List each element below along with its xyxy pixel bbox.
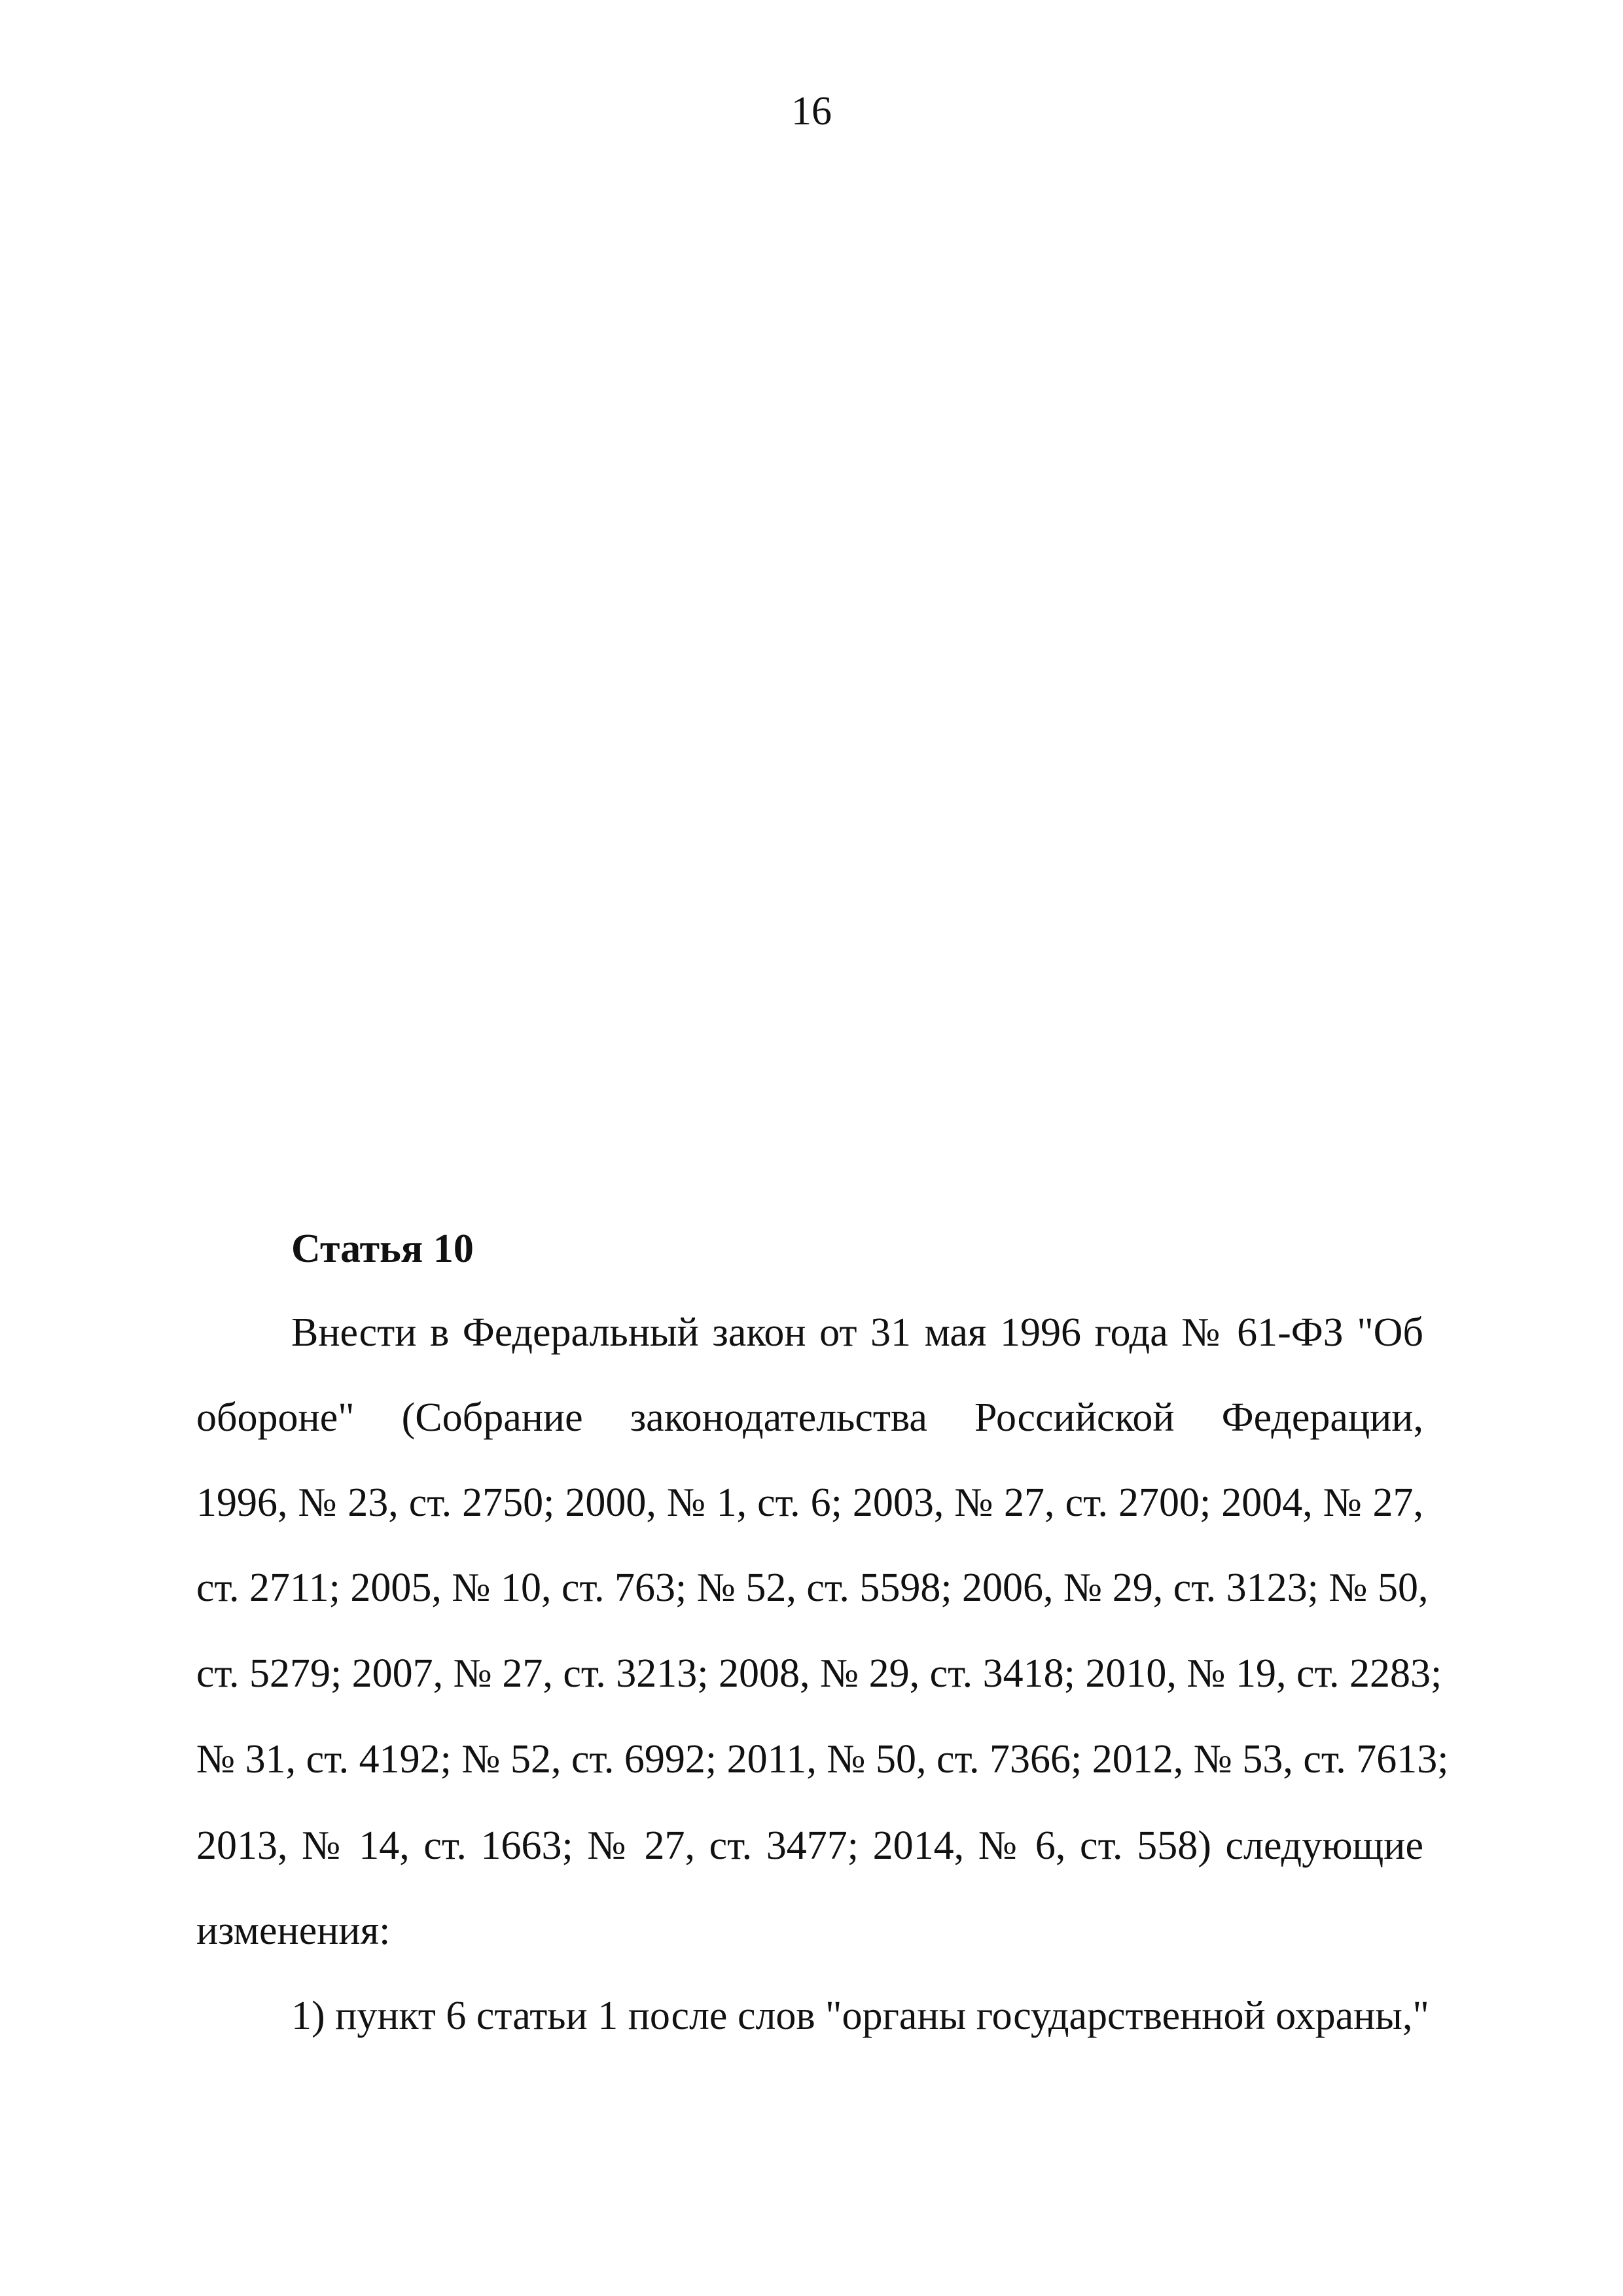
paragraph-line: 2013, № 14, ст. 1663; № 27, ст. 3477; 2014, № 6, ст. 558) следующие xyxy=(196,1823,1423,1868)
paragraph-line: изменения: xyxy=(196,1909,391,1953)
paragraph-line: 1996, № 23, ст. 2750; 2000, № 1, ст. 6; 2003, № 27, ст. 2700; 2004, № 27, xyxy=(196,1480,1423,1525)
list-item-1: 1) пункт 6 статьи 1 после слов "органы государственной охраны," xyxy=(291,1994,1429,2038)
paragraph-line: ст. 2711; 2005, № 10, ст. 763; № 52, ст. 5598; 2006, № 29, ст. 3123; № 50, xyxy=(196,1566,1429,1610)
paragraph-line: Внести в Федеральный закон от 31 мая 1996 года № 61-ФЗ "Об xyxy=(291,1310,1423,1355)
paragraph-line: обороне" (Собрание законодательства Российской Федерации, xyxy=(196,1395,1423,1440)
article-heading: Статья 10 xyxy=(291,1227,474,1271)
page-number: 16 xyxy=(791,89,832,134)
paragraph-line: ст. 5279; 2007, № 27, ст. 3213; 2008, № 29, ст. 3418; 2010, № 19, ст. 2283; xyxy=(196,1651,1442,1696)
paragraph-line: № 31, ст. 4192; № 52, ст. 6992; 2011, № 50, ст. 7366; 2012, № 53, ст. 7613; xyxy=(196,1737,1449,1782)
